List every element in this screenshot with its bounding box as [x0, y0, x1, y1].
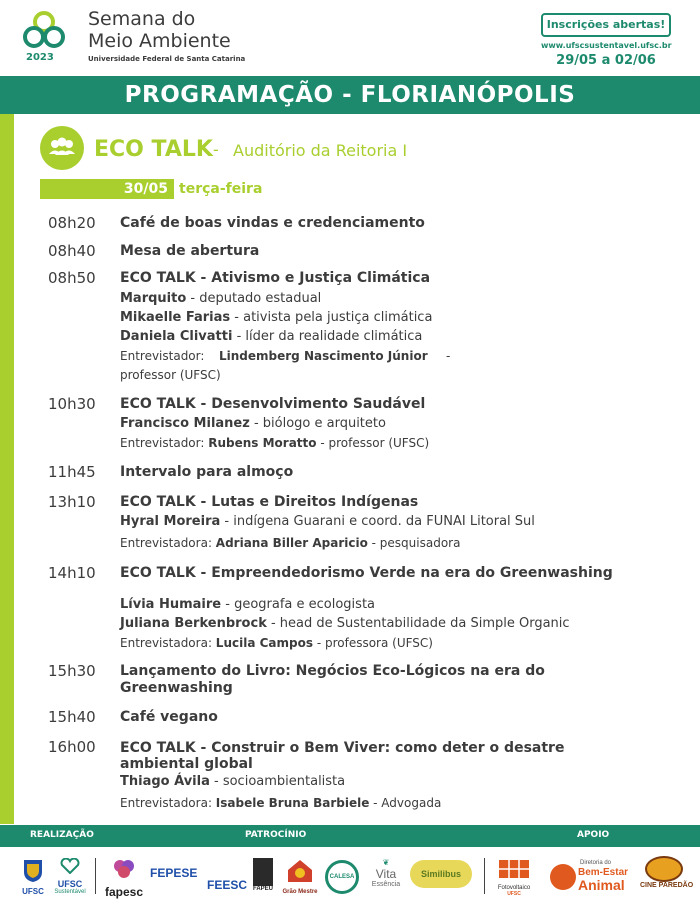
speaker-line [120, 774, 345, 790]
speaker-name: Thiago Ávila [120, 774, 210, 789]
interviewer-label: Entrevistador: [120, 436, 209, 450]
fapeu-mark-icon [253, 858, 273, 886]
speaker-name: Hyral Moreira [120, 514, 221, 529]
speaker-line [120, 514, 535, 530]
ufsc-logo: UFSC [18, 858, 48, 896]
logo-year: 2023 [26, 52, 54, 63]
speaker-name: Mikaelle Farias [120, 310, 231, 325]
interviewer-name: Adriana Biller Aparicio [215, 536, 368, 550]
speaker-line [120, 310, 432, 326]
interviewer-name: Rubens Moratto [208, 436, 317, 450]
speaker-desc: - deputado estadual [186, 291, 322, 306]
interviewer-role: - pesquisadora [367, 536, 461, 550]
footer-label-realizacao: REALIZAÇÃO [30, 830, 94, 840]
speaker-desc: - indígena Guarani e coord. da FUNAI Litoral Sul [220, 514, 535, 529]
schedule-title: Café vegano [120, 709, 218, 725]
schedule-time: 14h10 [48, 564, 96, 582]
interviewer-role: - professora (UFSC) [313, 636, 433, 650]
schedule-title: Intervalo para almoço [120, 464, 294, 480]
fotovoltaico-logo: Fotovoltaico UFSC [494, 858, 534, 897]
header [0, 0, 700, 76]
section-title: ECO TALK [94, 137, 213, 162]
speaker-desc: - socioambientalista [209, 774, 346, 789]
speaker-name: Francisco Milanez [120, 416, 250, 431]
website-link[interactable]: www.ufscsustentavel.ufsc.br [541, 41, 672, 50]
schedule-time: 08h50 [48, 269, 96, 287]
schedule-title: Mesa de abertura [120, 243, 260, 259]
registration-badge[interactable]: Inscrições abertas! [541, 13, 671, 37]
similibus-logo: Similibus [410, 860, 472, 888]
fapesc-logo: fapesc [102, 858, 146, 899]
logo-divider [484, 858, 485, 894]
interviewer-label: Entrevistador: [120, 349, 205, 363]
interviewer-line [120, 348, 455, 364]
schedule-title-continued: Greenwashing [120, 680, 233, 696]
brain-icon [112, 858, 136, 880]
schedule-time: 08h20 [48, 214, 96, 232]
fapeu-logo: FAPEU [252, 858, 274, 892]
speaker-desc: - geografa e ecologista [221, 597, 376, 612]
calesa-logo: CALESA [325, 860, 359, 894]
film-badge-icon [645, 856, 683, 882]
event-dates: 29/05 a 02/06 [556, 53, 656, 68]
interviewer-name: Isabele Bruna Barbiele [215, 796, 370, 810]
interviewer-line [120, 635, 433, 651]
page-title: PROGRAMAÇÃO - FLORIANÓPOLIS [0, 76, 700, 114]
schedule-time: 11h45 [48, 463, 96, 481]
speaker-desc: - head de Sustentabilidade da Simple Organic [266, 616, 570, 631]
ufsc-crest-icon [22, 858, 44, 882]
schedule-time: 08h40 [48, 242, 96, 260]
schedule-time: 16h00 [48, 738, 96, 756]
interviewer-line [120, 435, 429, 451]
speaker-name: Lívia Humaire [120, 597, 222, 612]
logo-divider [95, 858, 96, 894]
speaker-line [120, 416, 386, 432]
day-weekday: terça-feira [179, 181, 263, 197]
schedule-title: Café de boas vindas e credenciamento [120, 215, 425, 231]
section-separator: - [213, 140, 219, 159]
heart-leaf-icon [60, 858, 80, 874]
fepese-logo: FEPESE [150, 866, 198, 880]
interviewer-name: Lucila Campos [215, 636, 313, 650]
interviewer-role: - professor (UFSC) [316, 436, 430, 450]
speaker-name: Daniela Clivatti [120, 329, 233, 344]
speaker-name: Marquito [120, 291, 187, 306]
schedule-title: ECO TALK - Ativismo e Justiça Climática [120, 270, 431, 286]
speaker-line [120, 329, 422, 345]
schedule-title: ECO TALK - Empreendedorismo Verde na era do Greenwashing [120, 565, 613, 581]
speaker-line [120, 616, 570, 632]
cine-paredao-logo: CINE PAREDÃO [640, 856, 688, 889]
speaker-desc: - biólogo e arquiteto [249, 416, 386, 431]
solar-panel-icon [497, 858, 531, 880]
interviewer-label: Entrevistadora: [120, 636, 216, 650]
vita-logo: ❦ Vita Essência [368, 858, 404, 888]
footer-label-apoio: APOIO [577, 830, 610, 840]
schedule-title: ECO TALK - Lutas e Direitos Indígenas [120, 494, 419, 510]
interviewer-line [120, 795, 441, 811]
schedule-time: 13h10 [48, 493, 96, 511]
interviewer-role: professor (UFSC) [120, 368, 221, 382]
speaker-name: Juliana Berkenbrock [120, 616, 267, 631]
section-people-icon-wrap [40, 126, 84, 170]
people-icon [40, 126, 84, 170]
feesc-logo: FEESC [207, 878, 248, 892]
event-logo-icon [22, 10, 66, 50]
day-date: 30/05 [123, 181, 168, 197]
leaf-icon: ❦ [382, 858, 390, 867]
footer-label-patrocinio: PATROCÍNIO [245, 830, 307, 840]
interviewer-role: - Advogada [369, 796, 442, 810]
speaker-line [120, 291, 321, 307]
speaker-desc: - líder da realidade climática [232, 329, 423, 344]
ufsc-sustentavel-logo: UFSC Sustentável [54, 858, 86, 895]
interviewer-line [120, 535, 460, 551]
interviewer-name: Lindemberg Nascimento Júnior [219, 349, 428, 363]
schedule-title: ECO TALK - Construir o Bem Viver: como deter o desatre [120, 740, 565, 756]
interviewer-label: Entrevistadora: [120, 536, 216, 550]
interviewer-label: Entrevistadora: [120, 796, 216, 810]
interviewer-separator: - [446, 349, 451, 363]
grain-house-icon [285, 858, 315, 884]
grao-mestre-logo: Grão Mestre [280, 858, 320, 895]
brand-title: Semana do Meio Ambiente [88, 8, 231, 52]
paw-icon [550, 864, 576, 890]
brand-subtitle: Universidade Federal de Santa Catarina [88, 55, 246, 63]
left-accent-stripe [0, 114, 14, 824]
schedule-time: 15h30 [48, 662, 96, 680]
speaker-line [120, 597, 375, 613]
schedule-title-continued: ambiental global [120, 756, 253, 772]
schedule-title: ECO TALK - Desenvolvimento Saudável [120, 396, 426, 412]
section-location: Auditório da Reitoria I [233, 141, 408, 160]
schedule-title: Lançamento do Livro: Negócios Eco-Lógicos na era do [120, 663, 545, 679]
schedule-time: 15h40 [48, 708, 96, 726]
schedule-time: 10h30 [48, 395, 96, 413]
speaker-desc: - ativista pela justiça climática [230, 310, 433, 325]
